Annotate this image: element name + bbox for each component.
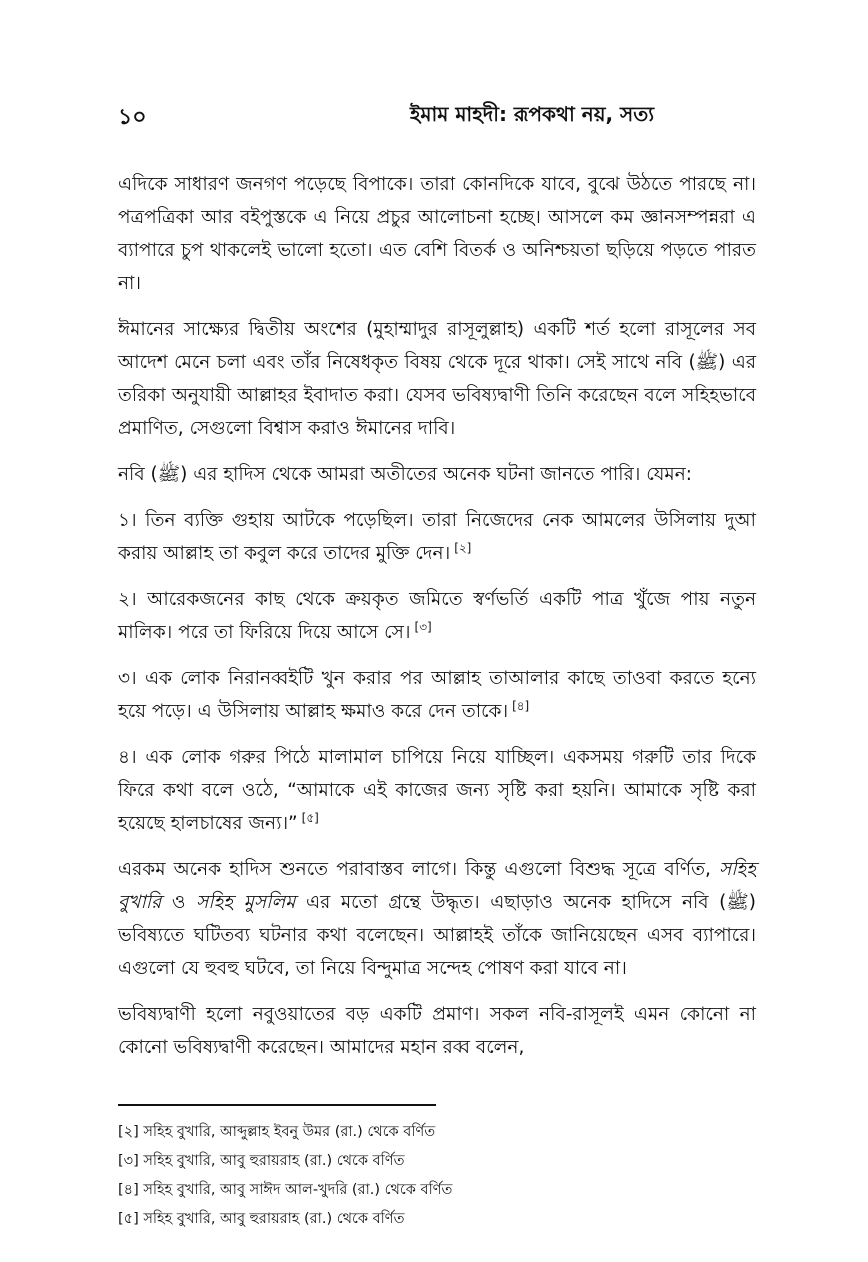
paragraph-authenticity	[118, 853, 756, 985]
footnote-ref: [৫]	[301, 811, 319, 825]
footnotes	[118, 1118, 756, 1234]
paragraph-text: এর মতো গ্রন্থে উদ্ধৃত। এছাড়াও অনেক হাদিসে নবি (ﷺ) ভবিষ্যতে ঘটিতব্য ঘটনার কথা বলেছেন। আল্লাহই তাঁকে জানিয়েছেন এসব ব্যাপারে। এগুলো যে হুবহু ঘটবে, তা নিয়ে বিন্দুমাত্র সন্দেহ পোষণ করা যাবে না।	[118, 892, 756, 979]
paragraph-text: ২। আরেকজনের কাছ থেকে ক্রয়কৃত জমিতে স্বর্ণভর্তি একটি পাত্র খুঁজে পায় নতুন মালিক। পরে তা ফিরিয়ে দিয়ে আসে সে।	[118, 589, 756, 643]
paragraph-text: এরকম অনেক হাদিস শুনতে পরাবাস্তব লাগে। কিন্তু এগুলো বিশুদ্ধ সূত্রে বর্ণিত,	[118, 859, 720, 880]
list-item-cow	[118, 741, 756, 840]
paragraph-text: ৪। এক লোক গরুর পিঠে মালামাল চাপিয়ে নিয়ে যাচ্ছিল। একসময় গরুটি তার দিকে ফিরে কথা বলে ওঠে, “আমাকে এই কাজের জন্য সৃষ্টি করা হয়নি। আমাকে সৃষ্টি করা হয়েছে হালচাষের জন্য।”	[118, 747, 756, 834]
paragraph-text: ও	[161, 892, 197, 913]
page-number: ১০	[118, 105, 147, 130]
paragraph-text: ভবিষ্যদ্বাণী হলো নবুওয়াতের বড় একটি প্রমাণ। সকল নবি-রাসূলই এমন কোনো না কোনো ভবিষ্যদ্বাণী করেছেন। আমাদের মহান রব্ব বলেন,	[118, 1004, 756, 1058]
paragraph-text: এদিকে সাধারণ জনগণ পড়েছে বিপাকে। তারা কোনদিকে যাবে, বুঝে উঠতে পারছে না। পত্রপত্রিকা আর বইপুস্তকে এ নিয়ে প্রচুর আলোচনা হচ্ছে। আসলে কম জ্ঞানসম্পন্নরা এ ব্যাপারে চুপ থাকলেই ভালো হতো। এত বেশি বিতর্ক ও অনিশ্চয়তা ছড়িয়ে পড়তে পারত না।	[118, 174, 756, 294]
footnote-5: [৫] সহিহ বুখারি, আবু হুরায়রাহ (রা.) থেকে বর্ণিত	[118, 1211, 405, 1227]
list-item-gold-pot	[118, 583, 756, 649]
footnote-ref: [৪]	[512, 699, 530, 713]
paragraph-text: ৩। এক লোক নিরানব্বইটি খুন করার পর আল্লাহ তাআলার কাছে তাওবা করতে হন্যে হয়ে পড়ে। এ উসিলায় আল্লাহ ক্ষমাও করে দেন তাকে।	[118, 668, 756, 722]
footnote-divider	[118, 1104, 436, 1106]
list-item-repentance	[118, 662, 756, 728]
body-text	[118, 168, 756, 1077]
footnote-3: [৩] সহিহ বুখারি, আবু হুরায়রাহ (রা.) থেকে বর্ণিত	[118, 1153, 405, 1169]
footnote-ref: [২]	[454, 541, 472, 555]
footnote-4: [৪] সহিহ বুখারি, আবু সাঈদ আল-খুদরি (রা.) থেকে বর্ণিত	[118, 1182, 453, 1198]
footnote-2: [২] সহিহ বুখারি, আব্দুল্লাহ ইবনু উমর (রা.) থেকে বর্ণিত	[118, 1124, 436, 1140]
paragraph-prophecy	[118, 998, 756, 1064]
paragraph-text: নবি (ﷺ) এর হাদিস থেকে আমরা অতীতের অনেক ঘটনা জানতে পারি। যেমন:	[118, 464, 692, 485]
book-title-muslim: সহিহ মুসলিম	[196, 892, 296, 913]
page-header	[118, 100, 756, 134]
paragraph-intro	[118, 168, 756, 300]
paragraph-text: ঈমানের সাক্ষ্যের দ্বিতীয় অংশের (মুহাম্মাদুর রাসূলুল্লাহ) একটি শর্ত হলো রাসূলের সব আদেশ মেনে চলা এবং তাঁর নিষেধকৃত বিষয় থেকে দূরে থাকা। সেই সাথে নবি (ﷺ) এর তরিকা অনুযায়ী আল্লাহর ইবাদাত করা। যেসব ভবিষ্যদ্বাণী তিনি করেছেন বলে সহিহভাবে প্রমাণিত, সেগুলো বিশ্বাস করাও ঈমানের দাবি।	[118, 319, 756, 439]
footnote-ref: [৩]	[414, 620, 432, 634]
paragraph-hadith-intro	[118, 458, 756, 491]
book-title-bukhari: সহিহ বুখারি	[118, 859, 756, 913]
paragraph-iman	[118, 313, 756, 445]
running-title: ইমাম মাহদী: রূপকথা নয়, সত্য	[409, 102, 655, 126]
paragraph-text: ১। তিন ব্যক্তি গুহায় আটকে পড়েছিল। তারা নিজেদের নেক আমলের উসিলায় দুআ করায় আল্লাহ তা কবুল করে তাদের মুক্তি দেন।	[118, 510, 756, 564]
list-item-cave	[118, 504, 756, 570]
